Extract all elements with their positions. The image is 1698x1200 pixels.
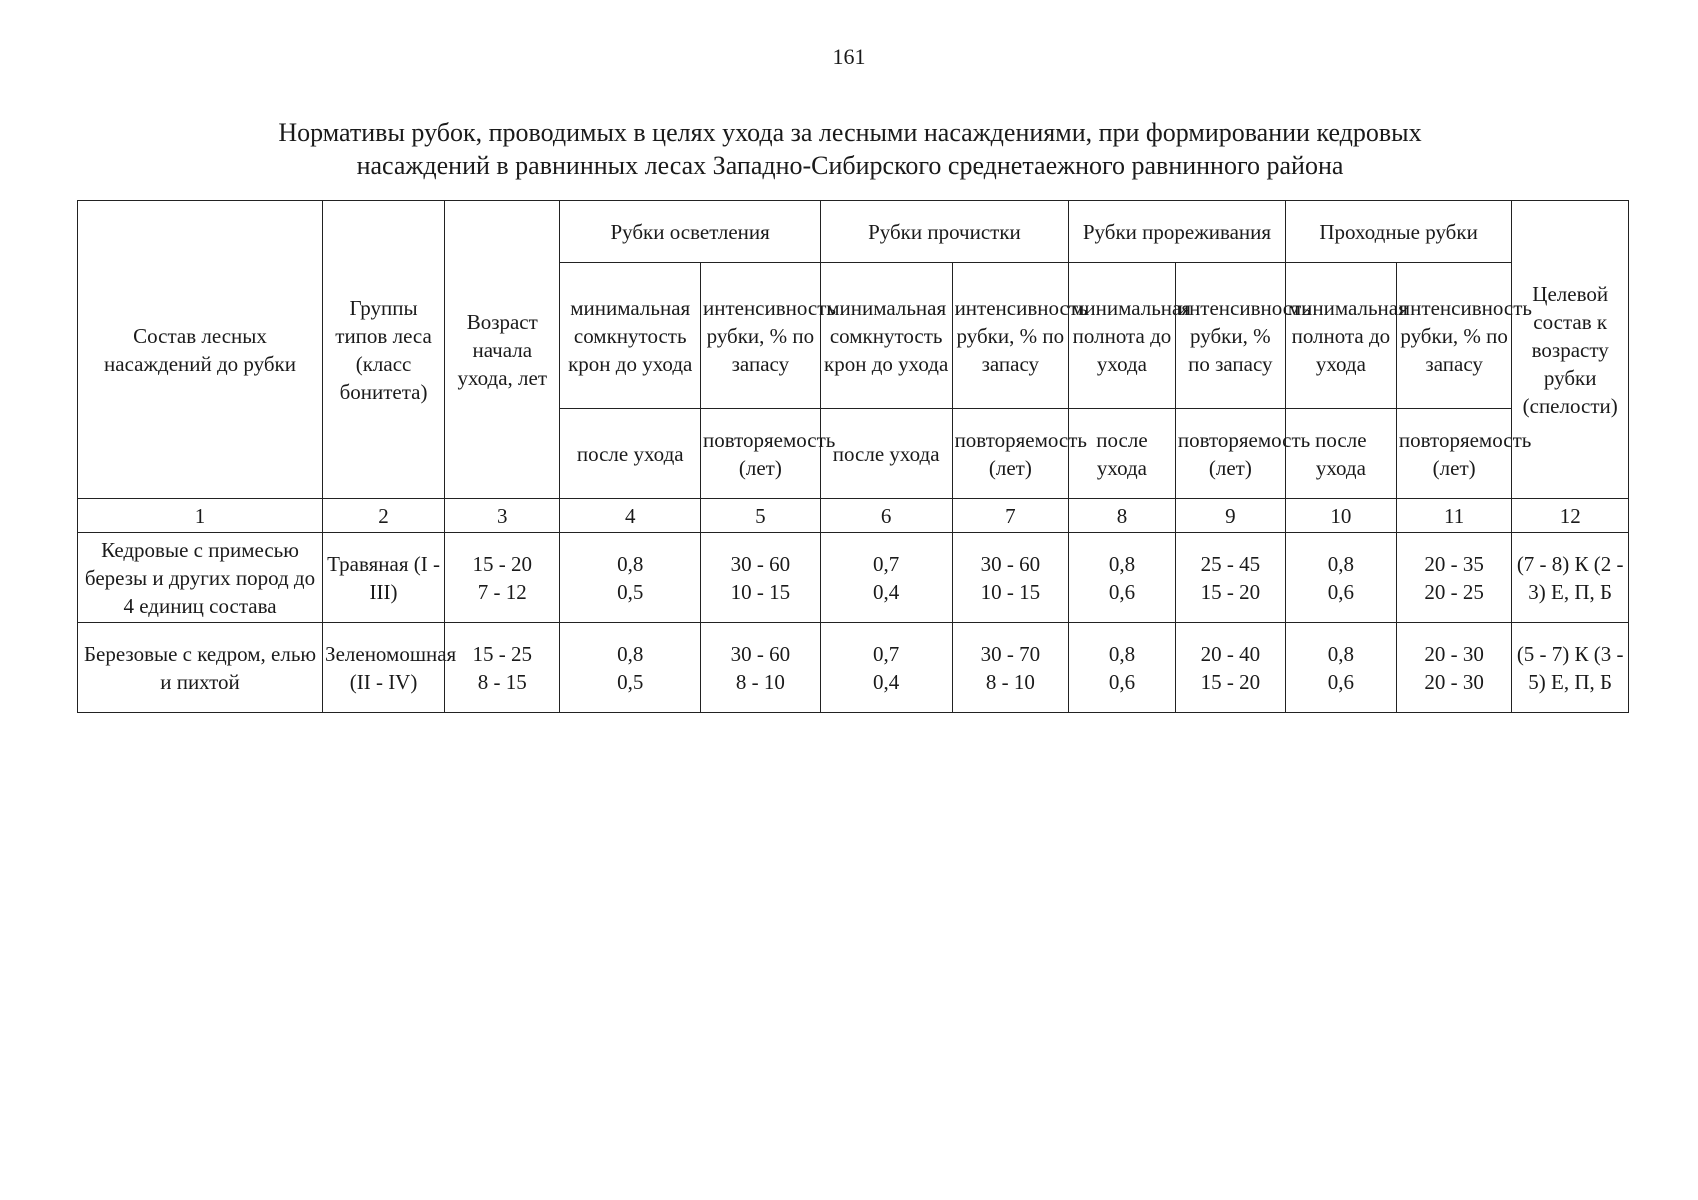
cell-value-top: 0,8 (1327, 551, 1354, 576)
cell-value-top: 0,8 (1327, 641, 1354, 666)
document-title (200, 116, 1500, 182)
cell-target-composition: (7 - 8) К (2 - 3) Е, П, Б (1512, 533, 1629, 623)
column-number: 9 (1175, 499, 1285, 533)
header-group-thinning: Рубки прореживания (1069, 201, 1286, 263)
title-line-1: Нормативы рубок, проводимых в целях ухода за лесными насаждениями, при формировании кедровых (278, 118, 1422, 147)
cell-target-composition: (5 - 7) К (3 - 5) Е, П, Б (1512, 623, 1629, 713)
cell-value-pair (1069, 533, 1176, 623)
header-sub2-cell: повторяемость (лет) (1396, 409, 1511, 499)
cell-forest-group: Травяная (I - III) (323, 533, 445, 623)
cell-value-pair (820, 623, 952, 713)
header-sub2-cell: повторяемость (лет) (1175, 409, 1285, 499)
cell-value-top: 30 - 70 (980, 641, 1041, 666)
cell-value-pair (1069, 623, 1176, 713)
cell-value-bottom: 0,5 (617, 579, 644, 604)
header-group-cleaning: Рубки прочистки (820, 201, 1068, 263)
cell-value-pair (1285, 623, 1396, 713)
column-number: 12 (1512, 499, 1629, 533)
header-group-clearing: Рубки осветления (560, 201, 820, 263)
cell-value-bottom: 10 - 15 (980, 579, 1041, 604)
norms-table (77, 200, 1629, 713)
cell-value-pair (700, 623, 820, 713)
column-number: 3 (445, 499, 560, 533)
cell-value-top: 0,8 (1108, 641, 1136, 666)
cell-value-top: 15 - 20 (472, 551, 532, 576)
cell-value-pair (700, 533, 820, 623)
column-number: 2 (323, 499, 445, 533)
page-number: 161 (832, 44, 866, 69)
cell-value-top: 20 - 30 (1424, 641, 1484, 666)
cell-value-top: 25 - 45 (1200, 551, 1261, 576)
header-sub1-cell: минимальная сомкнутость крон до ухода (820, 263, 952, 409)
header-sub2-cell: повторяемость (лет) (952, 409, 1069, 499)
cell-value-top: 0,7 (873, 551, 900, 576)
cell-composition: Кедровые с примесью березы и других пород до 4 единиц состава (78, 533, 323, 623)
column-number: 11 (1396, 499, 1511, 533)
cell-value-top: 30 - 60 (730, 641, 791, 666)
header-row-groups (78, 201, 1629, 263)
cell-value-bottom: 7 - 12 (477, 579, 527, 604)
cell-value-pair (1175, 533, 1285, 623)
cell-value-bottom: 0,6 (1327, 669, 1354, 694)
header-sub1-cell: минимальная полнота до ухода (1069, 263, 1176, 409)
cell-value-pair (1396, 533, 1511, 623)
cell-value-bottom: 8 - 15 (477, 669, 527, 694)
header-group-passage: Проходные рубки (1285, 201, 1512, 263)
cell-value-bottom: 0,6 (1108, 669, 1136, 694)
header-sub2-cell: повторяемость (лет) (700, 409, 820, 499)
header-forest-group: Группы типов леса (класс бонитета) (323, 201, 445, 499)
column-number: 7 (952, 499, 1069, 533)
cell-value-top: 15 - 25 (472, 641, 532, 666)
cell-value-top: 30 - 60 (730, 551, 791, 576)
cell-value-top: 20 - 35 (1424, 551, 1484, 576)
table-row (78, 533, 1629, 623)
cell-value-pair (820, 533, 952, 623)
cell-value-pair (560, 623, 701, 713)
cell-value-top: 0,8 (1108, 551, 1136, 576)
cell-value-bottom: 0,4 (873, 669, 900, 694)
cell-value-bottom: 15 - 20 (1200, 579, 1261, 604)
header-sub1-cell: интенсивность рубки, % по запасу (952, 263, 1069, 409)
cell-value-bottom: 0,4 (873, 579, 900, 604)
title-line-2: насаждений в равнинных лесах Западно-Сибирского среднетаежного равнинного района (356, 151, 1344, 180)
cell-value-pair (560, 533, 701, 623)
column-number: 1 (78, 499, 323, 533)
column-number: 8 (1069, 499, 1176, 533)
cell-forest-group: Зеленомошная (II - IV) (323, 623, 445, 713)
cell-value-bottom: 20 - 30 (1424, 669, 1484, 694)
cell-value-bottom: 20 - 25 (1424, 579, 1484, 604)
cell-value-pair (1285, 533, 1396, 623)
cell-value-bottom: 8 - 10 (735, 669, 785, 694)
column-number: 4 (560, 499, 701, 533)
table-row (78, 623, 1629, 713)
header-sub1-cell: интенсивность рубки, % по запасу (700, 263, 820, 409)
cell-value-top: 20 - 40 (1200, 641, 1261, 666)
header-sub2-cell: после ухода (1285, 409, 1396, 499)
header-composition: Состав лесных насаждений до рубки (78, 201, 323, 499)
cell-value-bottom: 15 - 20 (1200, 669, 1261, 694)
cell-value-top: 30 - 60 (980, 551, 1041, 576)
header-sub1-cell: интенсивность рубки, % по запасу (1175, 263, 1285, 409)
header-sub2-cell: после ухода (820, 409, 952, 499)
header-target-composition: Целевой состав к возрасту рубки (спелости) (1512, 201, 1629, 499)
header-sub2-cell: после ухода (560, 409, 701, 499)
cell-value-pair (1175, 623, 1285, 713)
column-number: 10 (1285, 499, 1396, 533)
header-sub1-cell: интенсивность рубки, % по запасу (1396, 263, 1511, 409)
column-number: 6 (820, 499, 952, 533)
header-sub2-cell: после ухода (1069, 409, 1176, 499)
cell-value-pair (952, 533, 1069, 623)
cell-value-bottom: 8 - 10 (985, 669, 1035, 694)
cell-value-pair (1396, 623, 1511, 713)
cell-value-pair (952, 623, 1069, 713)
cell-value-top: 0,8 (617, 551, 644, 576)
column-numbers-row (78, 499, 1629, 533)
cell-value-top: 0,8 (617, 641, 644, 666)
cell-value-bottom: 10 - 15 (730, 579, 791, 604)
cell-value-pair (445, 533, 560, 623)
cell-value-bottom: 0,5 (617, 669, 644, 694)
column-number: 5 (700, 499, 820, 533)
cell-value-pair (445, 623, 560, 713)
header-start-age: Возраст начала ухода, лет (445, 201, 560, 499)
cell-composition: Березовые с кедром, елью и пихтой (78, 623, 323, 713)
cell-value-bottom: 0,6 (1108, 579, 1136, 604)
header-sub1-cell: минимальная сомкнутость крон до ухода (560, 263, 701, 409)
cell-value-bottom: 0,6 (1327, 579, 1354, 604)
cell-value-top: 0,7 (873, 641, 900, 666)
header-sub1-cell: минимальная полнота до ухода (1285, 263, 1396, 409)
